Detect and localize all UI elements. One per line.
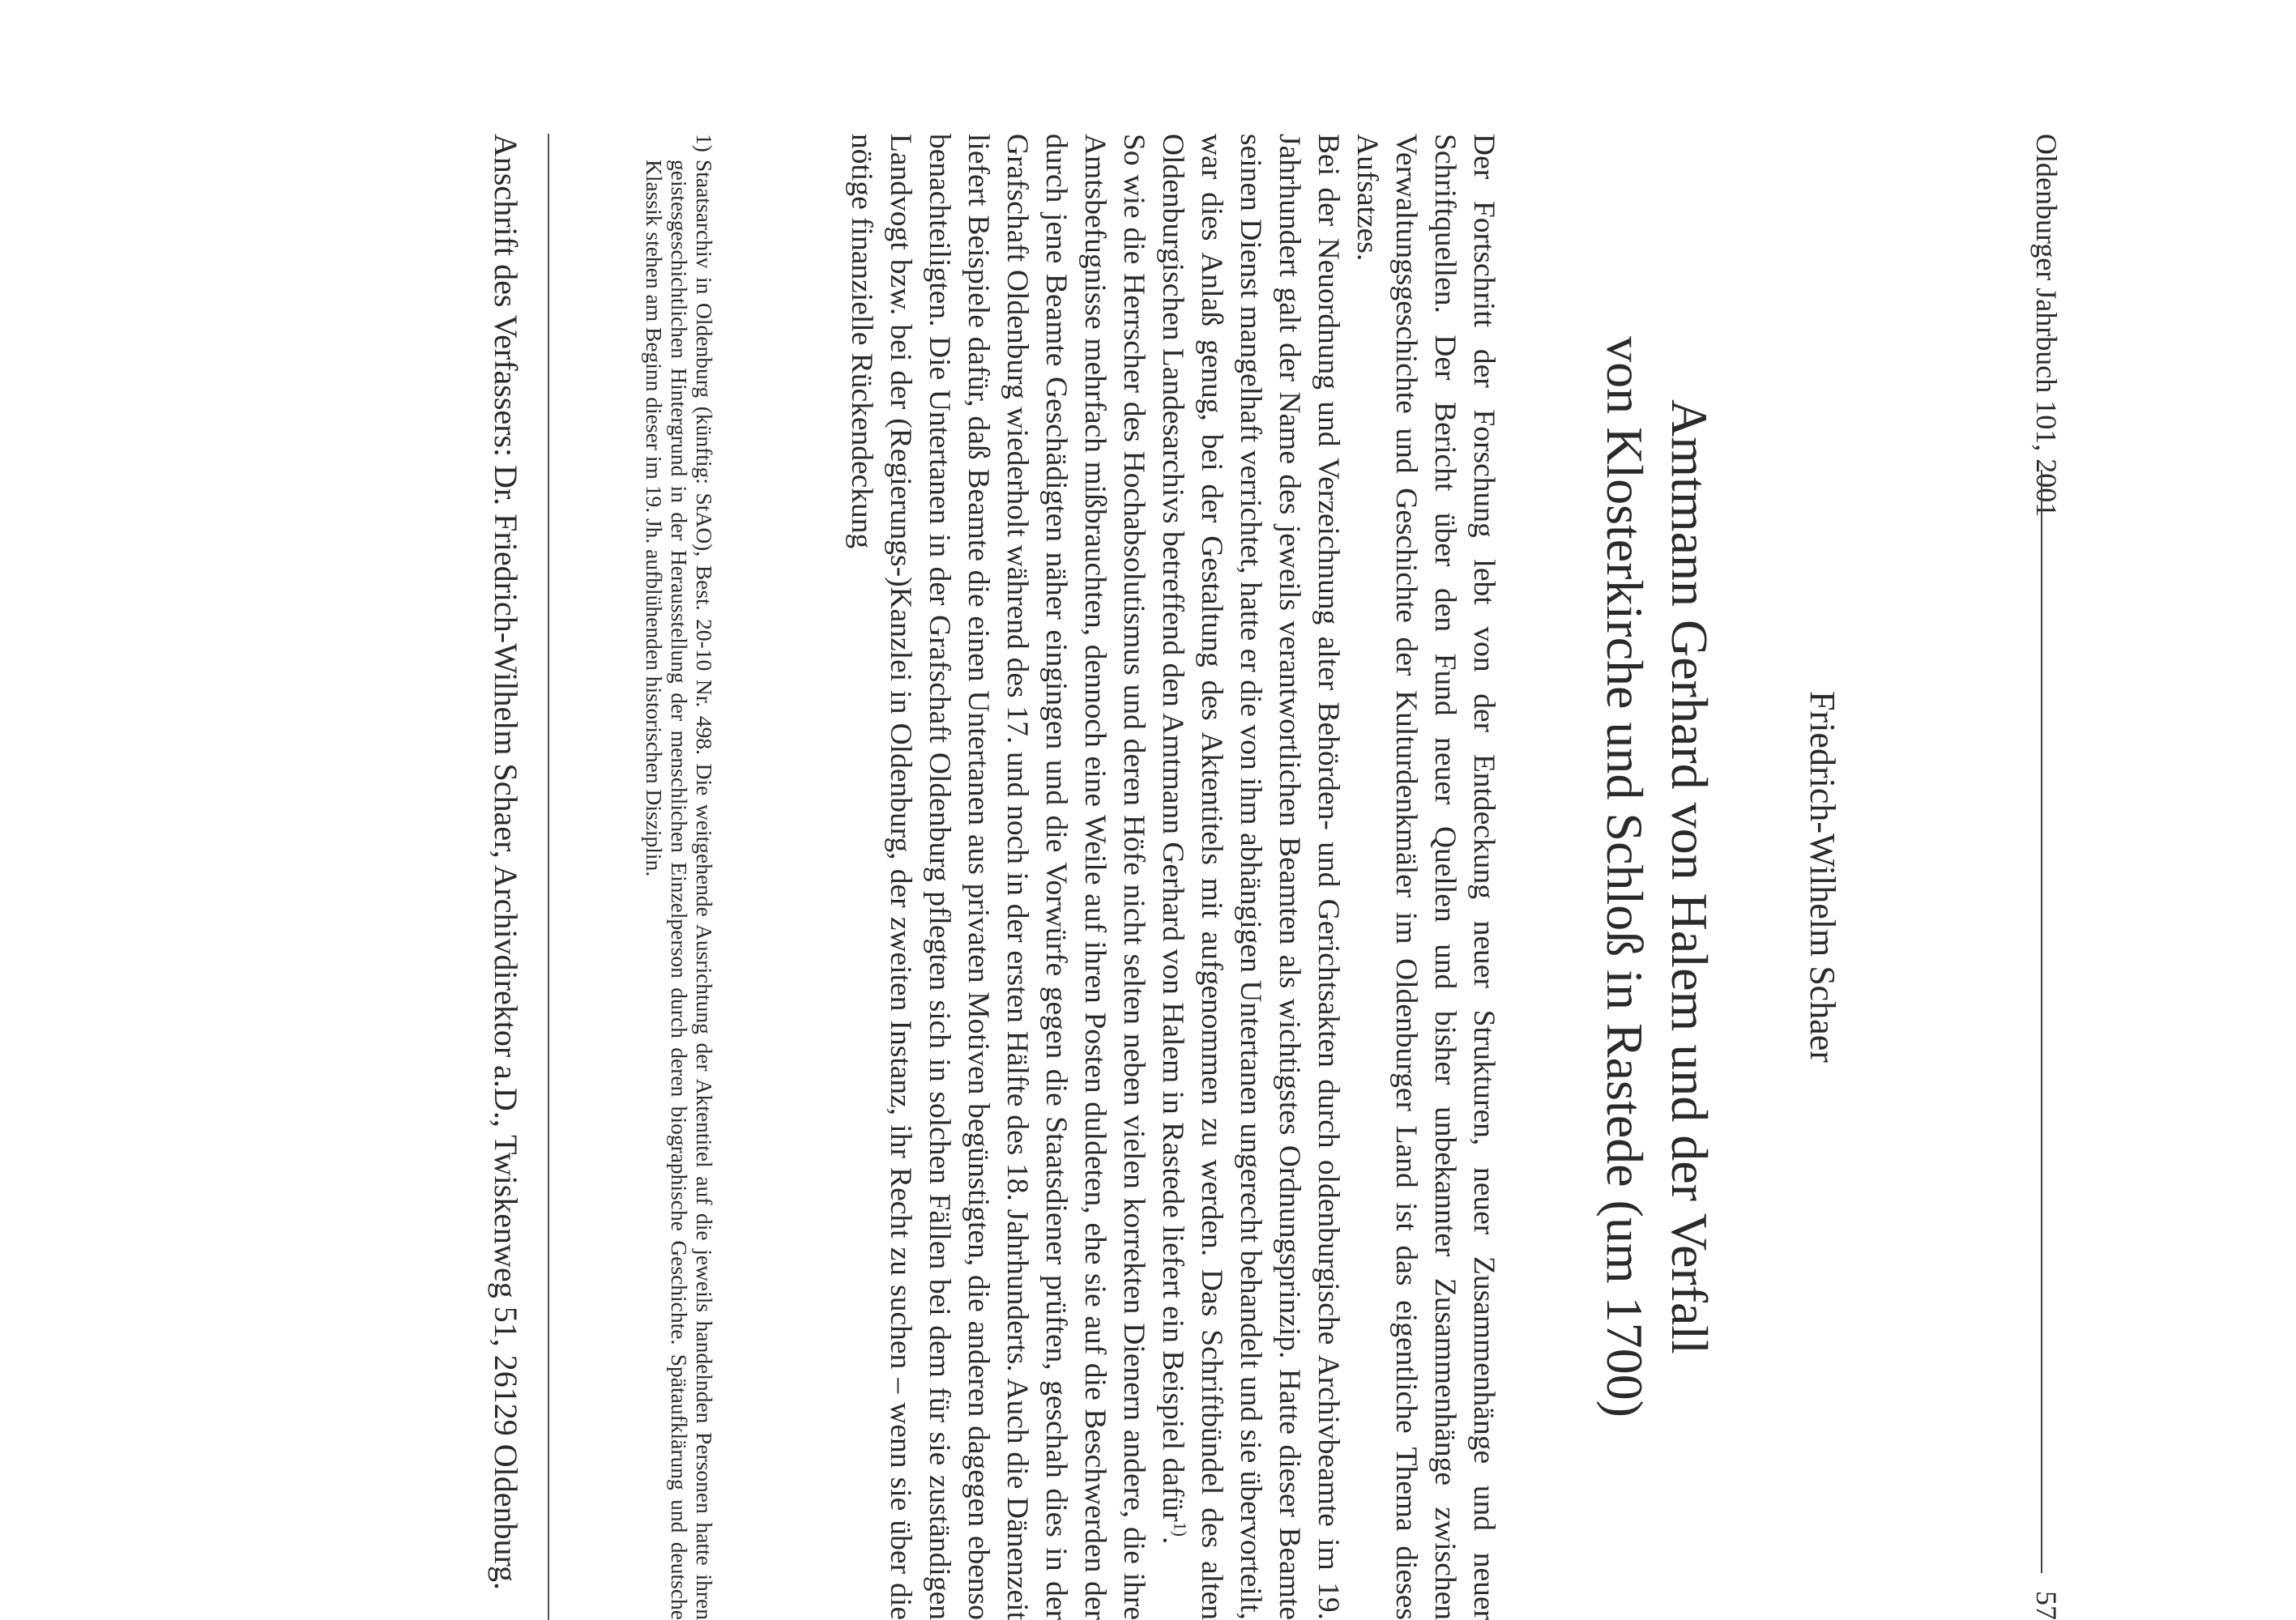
- header-rule: [2041, 470, 2042, 1573]
- running-title: Oldenburger Jahrbuch 101, 2001: [2030, 134, 2063, 518]
- rotated-page-content: [0, 134, 2070, 1620]
- article-body: [842, 134, 1503, 1620]
- article-title: [1592, 134, 1722, 1620]
- body-paragraph-2: [1153, 134, 1347, 1620]
- page-number: 57: [2030, 1591, 2063, 1620]
- body-paragraph-2-end: .: [1156, 1537, 1189, 1545]
- body-paragraph-2-text: Bei der Neuordnung und Verzeichnung alter Behörden- und Gerichtsakten durch oldenburgische Archivbeamte im 19. Jahrhundert galt der Name des jeweils verantwortlichen Beamten als wichtigstes Ordnungsprinzip. Hatte dieser Beamte seinen Dienst mangelhaft verrichtet, hatte er die von ihm abhängigen Untertanen ungerecht behandelt und sie übervorteilt, war dies Anlaß genug, bei der Gestaltung des Aktentitels mit aufgenommen zu werden. Das Schriftbündel des alten Oldenburgischen Landesarchivs betreffend den Amtmann Gerhard von Halem in Rastede liefert ein Beispiel dafür: [1156, 134, 1345, 1620]
- footnote: [642, 134, 717, 1620]
- page-header: [2013, 134, 2070, 1620]
- footnote-text: Staatsarchiv in Oldenburg (künftig: StAO), Best. 20-10 Nr. 498. Die weitgehende Ausrichtung der Aktentitel auf die jeweils handelnden Personen hatte ihren geistesgeschichtlichen Hintergrund in der Herausstellung der menschlichen Einzelperson durch deren biographische Geschichte. Spätaufklärung und deutsche Klassik stehen am Beginn dieser im 19. Jh. aufblühenden historischen Disziplin.: [642, 160, 717, 1620]
- footnote-number: 1): [692, 134, 717, 152]
- body-paragraph-1: Der Fortschritt der Forschung lebt von der Entdeckung neuer Strukturen, neuer Zusammenhänge und neuer Schriftquellen. Der Bericht über den Fund neuer Quellen und bisher unbekannter Zusammenhänge zwischen Verwaltungsgeschichte und Geschichte der Kulturdenkmäler im Oldenburger Land ist das eigentliche Thema dieses Aufsatzes.: [1351, 134, 1500, 1620]
- article-title-line-2: von Klosterkirche und Schloß in Rastede (um 1700): [1596, 336, 1654, 1418]
- body-paragraph-3: So wie die Herrscher des Hochabsolutismus und deren Höfe nicht selten neben vielen korrekten Dienern andere, die ihre Amtsbefugnisse mehrfach mißbrauchten, dennoch eine Weile auf ihren Posten duldeten, ehe sie auf die Beschwerden der durch jene Beamte Geschädigten näher eingingen und die Vorwürfe gegen die Staatsdiener prüften, geschah dies in der Grafschaft Oldenburg wiederholt während des 17. und noch in der ersten Hälfte des 18. Jahrhunderts. Auch die Dänenzeit liefert Beispiele dafür, daß Beamte die einen Untertanen aus privaten Motiven begünstigten, die anderen dagegen ebenso benachteiligten. Die Untertanen in der Grafschaft Oldenburg pflegten sich in solchen Fällen bei dem für sie zuständigen Landvogt bzw. bei der (Regierungs-)Kanzlei in Oldenburg, der zweiten Instanz, ihr Recht zu suchen – wenn sie über die nötige finanzielle Rückendeckung: [845, 134, 1150, 1620]
- article-title-line-1: Amtmann Gerhard von Halem und der Verfall: [1661, 399, 1718, 1354]
- author-name: Friedrich-Wilhelm Schaer: [1803, 691, 1842, 1063]
- address-divider: [548, 134, 549, 1620]
- author-address: Anschrift des Verfassers: Dr. Friedrich-Wilhelm Schaer, Archivdirektor a.D., Twiskenweg 51, 26129 Oldenburg.: [488, 134, 524, 1591]
- footnote-reference: 1): [1170, 1521, 1191, 1537]
